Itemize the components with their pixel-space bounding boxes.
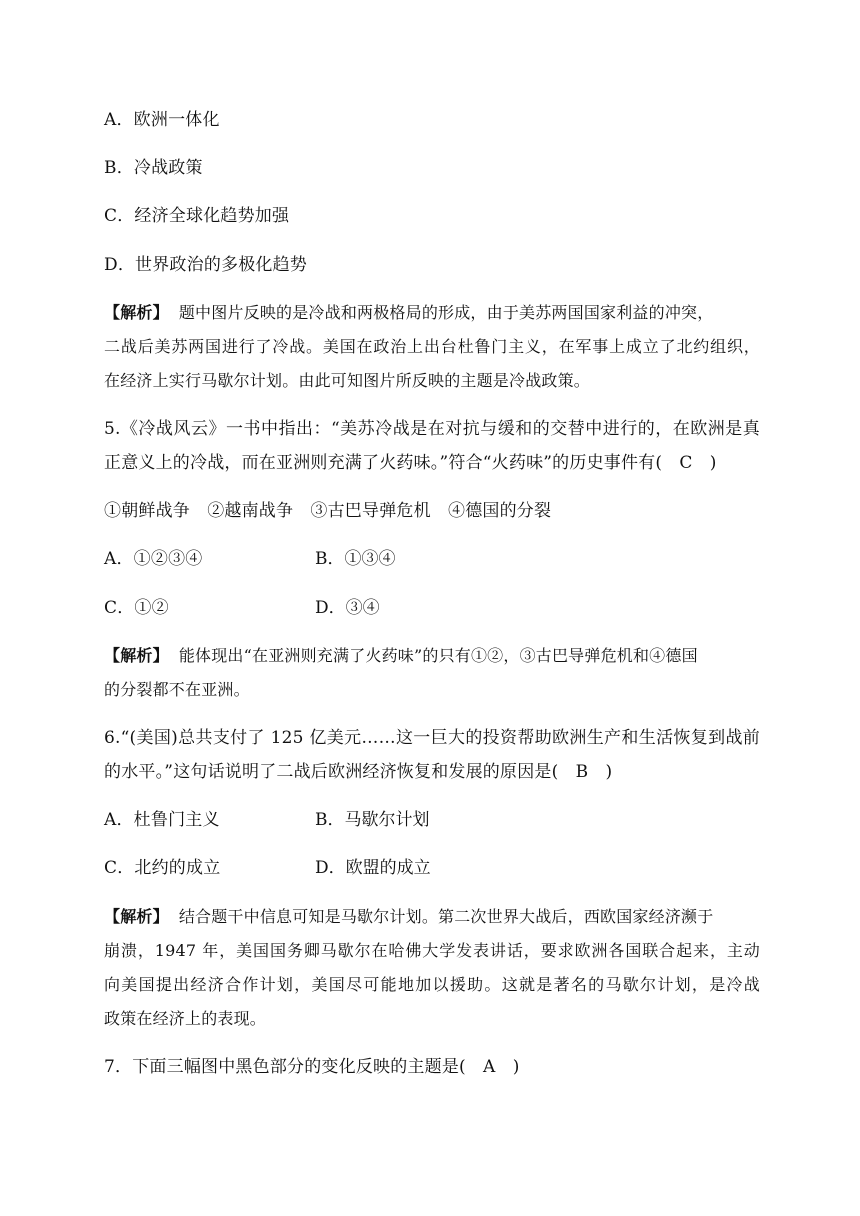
q4-option-c: C．经济全球化趋势加强 xyxy=(104,206,290,226)
q6-option-b: B．马歇尔计划 xyxy=(315,810,430,830)
analysis-tag: 【解析】 xyxy=(104,907,169,926)
q5-option-a: A．①②③④ xyxy=(104,549,203,569)
q5-analysis-line-1: 【解析】 能体现出“在亚洲则充满了火药味”的只有①②，③古巴导弹危机和④德国 xyxy=(104,646,698,665)
q6-stem-line-1: 6.“(美国)总共支付了 125 亿美元……这一巨大的投资帮助欧洲生产和生活恢复到战前 xyxy=(104,728,760,748)
q6-option-d: D．欧盟的成立 xyxy=(315,858,431,878)
q6-option-a: A．杜鲁门主义 xyxy=(104,810,220,830)
q6-analysis-line-1: 【解析】 结合题干中信息可知是马歇尔计划。第二次世界大战后，西欧国家经济濒于 xyxy=(104,907,714,926)
q7-stem: 7．下面三幅图中黑色部分的变化反映的主题是( A ) xyxy=(104,1057,520,1077)
q5-stem-line-2: 正意义上的冷战，而在亚洲则充满了火药味。”符合“火药味”的历史事件有( C ) xyxy=(104,453,717,473)
q4-option-b: B．冷战政策 xyxy=(104,158,203,178)
q4-option-d: D．世界政治的多极化趋势 xyxy=(104,255,308,275)
analysis-tag: 【解析】 xyxy=(104,646,169,665)
q6-analysis-line-3: 向美国提出经济合作计划，美国尽可能地加以援助。这就是著名的马歇尔计划，是冷战 xyxy=(104,975,760,994)
q6-option-c: C．北约的成立 xyxy=(104,858,221,878)
q5-option-b: B．①③④ xyxy=(315,549,396,569)
q5-option-c: C．①② xyxy=(104,598,169,618)
q6-analysis-line-4: 政策在经济上的表现。 xyxy=(104,1009,267,1028)
q5-analysis-line-2: 的分裂都不在亚洲。 xyxy=(104,680,250,699)
q4-analysis-line-2: 二战后美苏两国进行了冷战。美国在政治上出台杜鲁门主义，在军事上成立了北约组织， xyxy=(104,337,760,356)
q6-analysis-line-2: 崩溃，1947 年，美国国务卿马歇尔在哈佛大学发表讲话，要求欧洲各国联合起来，主动 xyxy=(104,941,760,960)
q6-stem-line-2: 的水平。”这句话说明了二战后欧洲经济恢复和发展的原因是( B ) xyxy=(104,762,613,782)
q5-items: ①朝鲜战争 ②越南战争 ③古巴导弹危机 ④德国的分裂 xyxy=(104,501,552,521)
q5-option-d: D．③④ xyxy=(315,598,380,618)
q5-stem-line-1: 5.《冷战风云》一书中指出：“美苏冷战是在对抗与缓和的交替中进行的，在欧洲是真 xyxy=(104,419,760,439)
analysis-tag: 【解析】 xyxy=(104,303,169,322)
q4-option-a: A．欧洲一体化 xyxy=(104,110,220,130)
q4-analysis-line-3: 在经济上实行马歇尔计划。由此可知图片所反映的主题是冷战政策。 xyxy=(104,371,591,390)
q4-analysis-line-1: 【解析】 题中图片反映的是冷战和两极格局的形成，由于美苏两国国家利益的冲突， xyxy=(104,303,714,322)
